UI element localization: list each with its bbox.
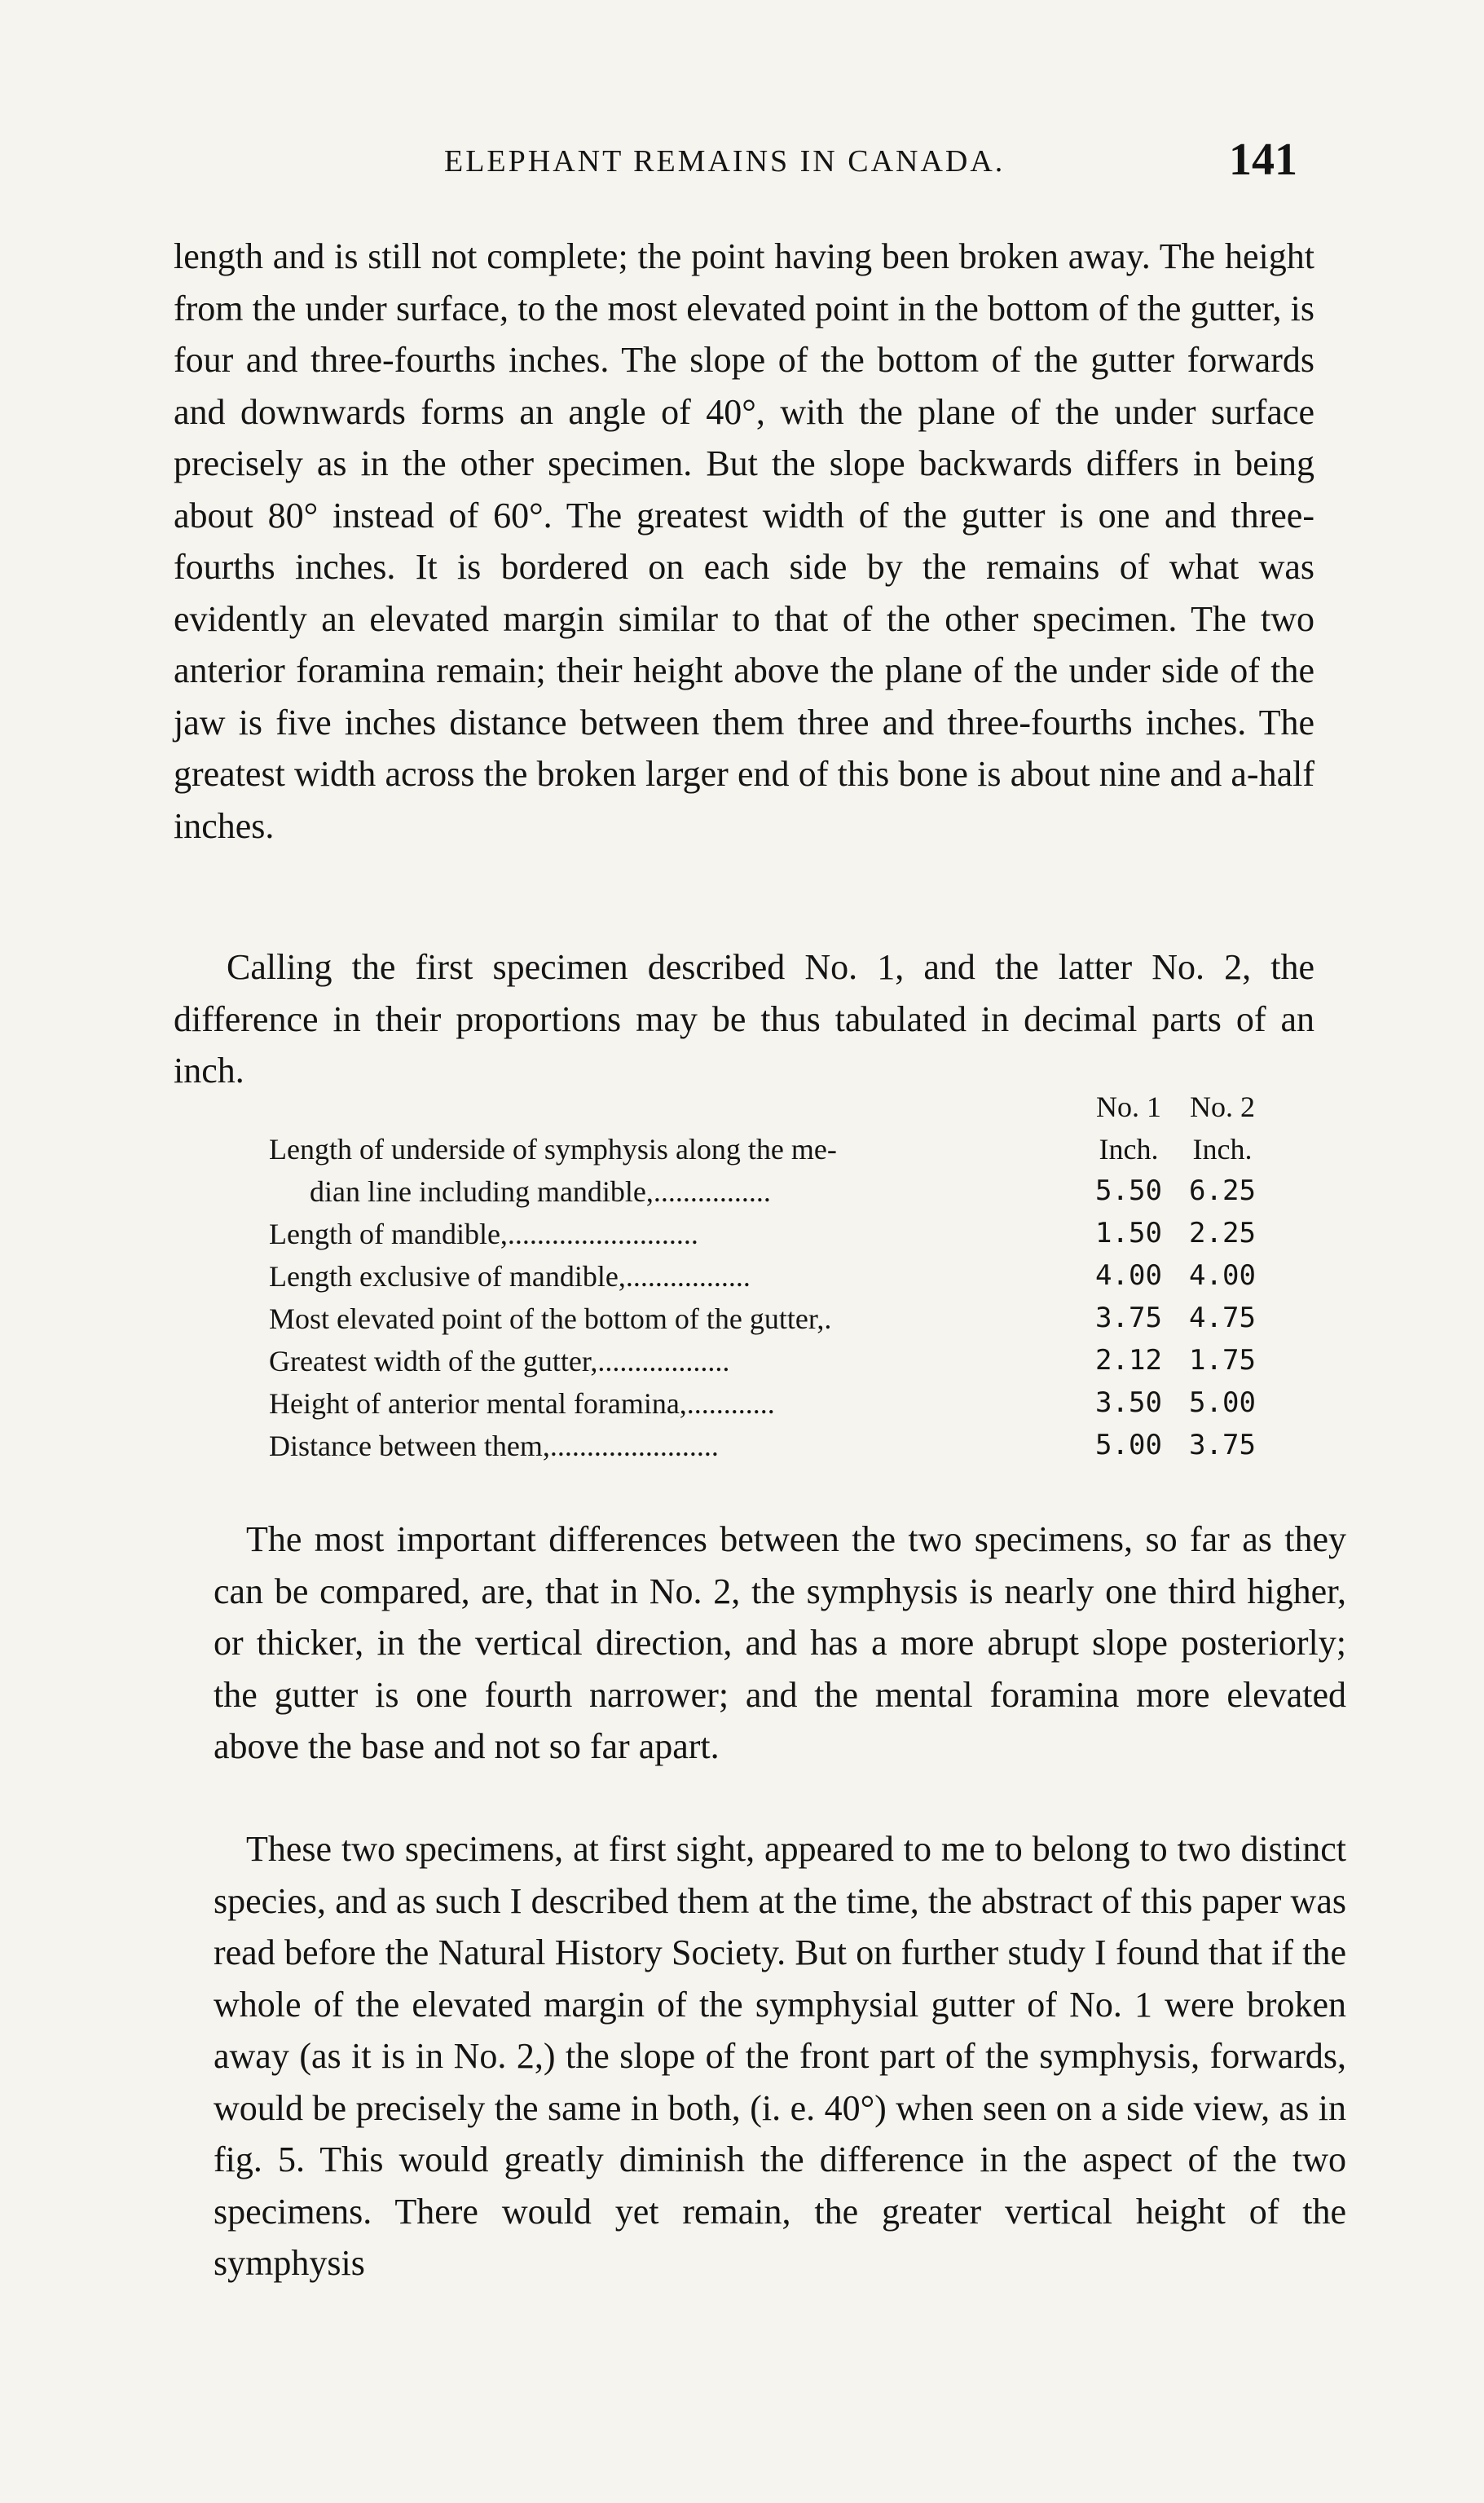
value-no1: 3.75 [1095, 1302, 1162, 1334]
value-no1: 1.50 [1095, 1217, 1162, 1249]
value-no2: 2.25 [1189, 1217, 1256, 1249]
value-no1: 5.00 [1095, 1429, 1162, 1461]
row-label: Length of underside of symphysis along the me- [269, 1133, 837, 1166]
value-no2: 4.75 [1189, 1302, 1256, 1334]
value-no1: 4.00 [1095, 1259, 1162, 1292]
value-no1: 5.50 [1095, 1174, 1162, 1207]
paragraph-1: length and is still not complete; the point having been broken away. The height from the under surface, to the most elevated point in the bottom of the gutter, is four and three-fourths inches. The slope of the bottom of the gutter forwards and downwards forms an angle of 40°, with the plane of the under surface precisely as in the other specimen. But the slope backwards differs in being about 80° instead of 60°. The greatest width of the gutter is one and three-fourths inches. It is bordered on each side by the remains of what was evidently an elevated margin similar to that of the other specimen. The two anterior foramina remain; their height above the plane of the under side of the jaw is five inches distance between them three and three-fourths inches. The greatest width across the broken larger end of this bone is about nine and a-half inches. [174, 236, 1314, 846]
paragraph-2: Calling the first specimen described No. 1, and the latter No. 2, the difference in their proportions may be thus tabulated in decimal parts of an inch. [174, 947, 1314, 1091]
paragraph-3: The most important differences between the two specimens, so far as they can be compared, are, that in No. 2, the symphysis is nearly one third higher, or thicker, in the vertical direction, and has a more abrupt slope posteriorly; the gutter is one fourth narrower; and the mental foramina more elevated above the base and not so far apart. [214, 1519, 1346, 1766]
table-row [269, 1344, 1328, 1386]
table-row [269, 1386, 1328, 1429]
value-no1: 2.12 [1095, 1344, 1162, 1377]
unit-header-no1: Inch. [1099, 1133, 1159, 1166]
row-label: Length exclusive of mandible,................. [269, 1260, 751, 1293]
col-header-no1: No. 1 [1096, 1091, 1161, 1123]
row-label: Height of anterior mental foramina,............ [269, 1387, 775, 1420]
value-no2: 3.75 [1189, 1429, 1256, 1461]
unit-header-no2: Inch. [1192, 1133, 1253, 1166]
col-header-no2: No. 2 [1190, 1091, 1255, 1123]
value-no1: 3.50 [1095, 1386, 1162, 1419]
page-header [0, 134, 1484, 186]
table-row [269, 1217, 1328, 1259]
value-no2: 5.00 [1189, 1386, 1256, 1419]
table-column-headers [269, 1090, 1328, 1132]
value-no2: 6.25 [1189, 1174, 1256, 1207]
table-row [269, 1174, 1328, 1217]
row-label: Most elevated point of the bottom of the gutter,. [269, 1302, 832, 1335]
row-label: Distance between them,....................... [269, 1430, 719, 1462]
table-row [269, 1259, 1328, 1302]
row-label: Greatest width of the gutter,.................. [269, 1345, 730, 1377]
table-row [269, 1429, 1328, 1471]
running-title: ELEPHANT REMAINS IN CANADA. [444, 144, 1006, 178]
value-no2: 1.75 [1189, 1344, 1256, 1377]
row-label: dian line including mandible,................ [310, 1175, 771, 1208]
page-number: 141 [1229, 134, 1297, 185]
row-label: Length of mandible,.......................... [269, 1218, 698, 1250]
table-row [269, 1302, 1328, 1344]
paragraph-4: These two specimens, at first sight, appeared to me to belong to two distinct species, and as such I described them at the time, the abstract of this paper was read before the Natural History Society. But on further study I found that if the whole of the elevated margin of the symphysial gutter of No. 1 were broken away (as it is in No. 2,) the slope of the front part of the symphysis, forwards, would be precisely the same in both, (i. e. 40°) when seen on a side view, as in fig. 5. This would greatly diminish the difference in the aspect of the two specimens. There would yet remain, the greater vertical height of the symphysis [214, 1829, 1346, 2283]
value-no2: 4.00 [1189, 1259, 1256, 1292]
table-row [269, 1132, 1328, 1174]
